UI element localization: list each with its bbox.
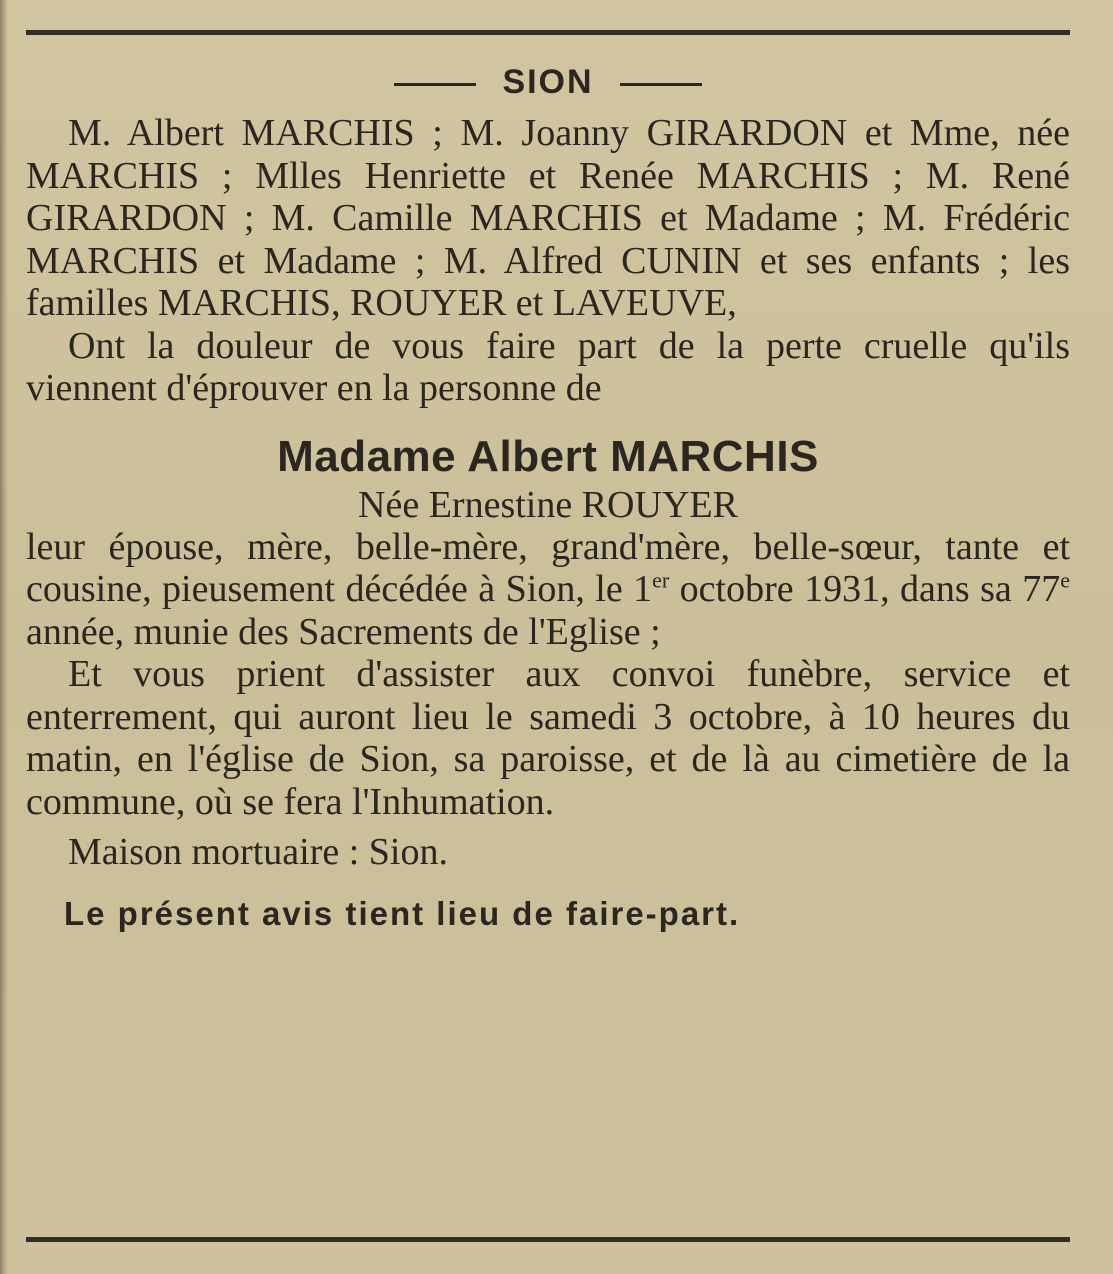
deceased-block xyxy=(26,430,1070,526)
day-ordinal-suffix: er xyxy=(652,567,670,593)
bottom-rule xyxy=(26,1237,1070,1242)
heading-dash-left xyxy=(394,83,476,86)
announcement-intro: Ont la douleur de vous faire part de la perte cruelle qu'ils viennent d'éprouver en la personne de xyxy=(26,324,1070,409)
heading-dash-right xyxy=(620,83,702,86)
obituary-notice xyxy=(26,52,1070,939)
deceased-name: Madame Albert MARCHIS xyxy=(277,431,819,481)
paper-edge xyxy=(0,0,8,1274)
age-ordinal-suffix: e xyxy=(1060,567,1070,593)
section-heading xyxy=(26,52,1070,112)
funeral-invitation: Et vous prient d'assister aux convoi funèbre, service et enterrement, qui auront lieu le samedi 3 octobre, à 10 heures du matin, en l'église de Sion, sa paroisse, et de là au cimetière de la commune, où se fera l'Inhumation. xyxy=(26,653,1070,823)
birth-name: Née Ernestine ROUYER xyxy=(358,483,738,526)
description-part-1: leur épouse, mère, belle-mère, grand'mère, belle-sœur, tante et cousine, pieusement décédée à Sion, le 1 xyxy=(26,525,1070,610)
heading-text: SION xyxy=(502,63,594,101)
deceased-description xyxy=(26,526,1070,654)
family-announcement: M. Albert MARCHIS ; M. Joanny GIRARDON et Mme, née MARCHIS ; Mlles Henriette et Renée MARCHIS ; M. René GIRARDON ; M. Camille MARCHIS et Madame ; M. Frédéric MARCHIS et Madame ; M. Alfred CUNIN et ses enfants ; les familles MARCHIS, ROUYER et LAVEUVE, xyxy=(26,112,1070,324)
funeral-house: Maison mortuaire : Sion. xyxy=(68,831,448,873)
closing-notice: Le présent avis tient lieu de faire-part. xyxy=(64,895,741,932)
top-rule xyxy=(26,30,1070,35)
description-part-2: octobre 1931, dans sa 77 xyxy=(669,568,1061,610)
description-part-3: année, munie des Sacrements de l'Eglise ; xyxy=(26,610,661,653)
